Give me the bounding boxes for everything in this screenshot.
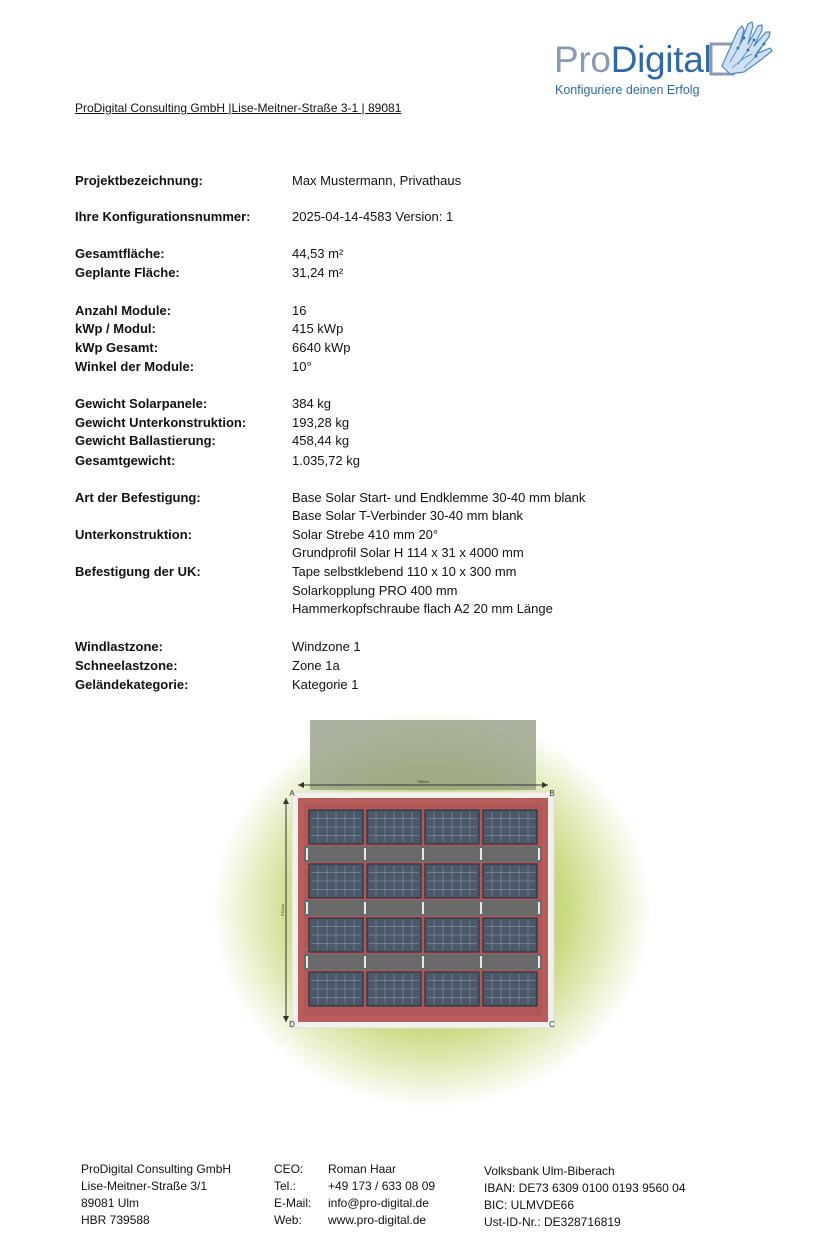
- contact-label: CEO:: [274, 1162, 304, 1176]
- sender-address-line: ProDigital Consulting GmbH |Lise-Meitner-Straße 3-1 | 89081: [75, 101, 402, 115]
- corner-label-c: C: [549, 1020, 555, 1029]
- digital-hand-icon: [708, 18, 774, 80]
- field-label: Gesamtgewicht:: [75, 453, 176, 468]
- roof-layout-plan: [212, 710, 652, 1108]
- field-label: Ihre Konfigurationsnummer:: [75, 209, 251, 224]
- rail-clamp: [306, 956, 308, 968]
- footer-company-register: HBR 739588: [81, 1213, 150, 1227]
- field-value: Kategorie 1: [292, 677, 359, 692]
- footer-bank-iban: IBAN: DE73 6309 0100 0193 9560 04: [484, 1181, 686, 1195]
- rail-clamp: [364, 956, 366, 968]
- field-value: 415 kWp: [292, 321, 344, 336]
- logo-tagline: Konfiguriere deinen Erfolg: [555, 83, 700, 97]
- field-value: 10°: [292, 359, 312, 374]
- corner-label-b: B: [549, 789, 555, 798]
- footer-bank: [484, 1163, 686, 1231]
- rail-clamp: [480, 956, 482, 968]
- rail-clamp: [364, 848, 366, 860]
- contact-value: Roman Haar: [328, 1162, 397, 1176]
- field-value: 44,53 m²: [292, 246, 344, 261]
- field-label: Gesamtfläche:: [75, 246, 165, 261]
- footer-company-name: ProDigital Consulting GmbH: [81, 1162, 232, 1176]
- field-value: 31,24 m²: [292, 265, 344, 280]
- field-value: Grundprofil Solar H 114 x 31 x 4000 mm: [292, 545, 524, 560]
- company-logo: [552, 18, 777, 103]
- field-label: kWp Gesamt:: [75, 340, 159, 355]
- rail-clamp: [306, 902, 308, 914]
- field-value: 193,28 kg: [292, 415, 350, 430]
- corner-label-d: D: [289, 1020, 295, 1029]
- dimension-label-top: 780cm: [416, 779, 430, 784]
- rail-clamp: [480, 848, 482, 860]
- contact-label: E-Mail:: [274, 1196, 312, 1210]
- rail-clamp: [422, 848, 424, 860]
- field-value: Solarkopplung PRO 400 mm: [292, 583, 458, 598]
- logo-wordmark: ProDigital: [554, 39, 712, 80]
- field-value: 2025-04-14-4583 Version: 1: [292, 209, 454, 224]
- field-label: Unterkonstruktion:: [75, 527, 192, 542]
- field-value: 384 kg: [292, 396, 332, 411]
- field-value: Base Solar T-Verbinder 30-40 mm blank: [292, 508, 523, 523]
- field-label: Gewicht Ballastierung:: [75, 433, 216, 448]
- rail-clamp: [538, 848, 540, 860]
- field-value: 1.035,72 kg: [292, 453, 360, 468]
- field-label: kWp / Modul:: [75, 321, 156, 336]
- field-value: 458,44 kg: [292, 433, 350, 448]
- field-label: Gewicht Solarpanele:: [75, 396, 208, 411]
- field-value: Windzone 1: [292, 639, 361, 654]
- field-label: Befestigung der UK:: [75, 564, 201, 579]
- footer-company: [81, 1161, 231, 1229]
- field-value: Tape selbstklebend 110 x 10 x 300 mm: [292, 564, 517, 579]
- field-value: Hammerkopfschraube flach A2 20 mm Länge: [292, 601, 553, 616]
- dimension-label-left: 570cm: [280, 903, 285, 917]
- field-value: Base Solar Start- und Endklemme 30-40 mm blank: [292, 490, 586, 505]
- rail-clamp: [422, 956, 424, 968]
- field-value: 6640 kWp: [292, 340, 351, 355]
- field-label: Projektbezeichnung:: [75, 173, 203, 188]
- field-label: Art der Befestigung:: [75, 490, 201, 505]
- field-value: Max Mustermann, Privathaus: [292, 173, 462, 188]
- field-value: 16: [292, 303, 307, 318]
- corner-label-a: A: [289, 789, 295, 798]
- contact-web-link[interactable]: www.pro-digital.de: [328, 1213, 427, 1227]
- field-label: Gewicht Unterkonstruktion:: [75, 415, 247, 430]
- footer-bank-vat: Ust-ID-Nr.: DE328716819: [484, 1215, 621, 1229]
- field-label: Winkel der Module:: [75, 359, 195, 374]
- rail-clamp: [538, 956, 540, 968]
- rail-clamp: [364, 902, 366, 914]
- field-label: Geplante Fläche:: [75, 265, 180, 280]
- field-label: Schneelastzone:: [75, 658, 178, 673]
- field-label: Geländekategorie:: [75, 677, 189, 692]
- contact-label: Web:: [274, 1213, 302, 1227]
- footer-bank-name: Volksbank Ulm-Biberach: [484, 1164, 615, 1178]
- field-value: Zone 1a: [292, 658, 340, 673]
- field-label: Anzahl Module:: [75, 303, 172, 318]
- rail-clamp: [306, 848, 308, 860]
- footer-bank-bic: BIC: ULMVDE66: [484, 1198, 575, 1212]
- footer-company-city: 89081 Ulm: [81, 1196, 140, 1210]
- rail-clamp: [422, 902, 424, 914]
- field-label: Windlastzone:: [75, 639, 163, 654]
- field-value: Solar Strebe 410 mm 20°: [292, 527, 439, 542]
- contact-email-link[interactable]: info@pro-digital.de: [328, 1196, 429, 1210]
- contact-value: +49 173 / 633 08 09: [328, 1179, 436, 1193]
- rail-clamp: [538, 902, 540, 914]
- rail-clamp: [480, 902, 482, 914]
- footer-company-street: Lise-Meitner-Straße 3/1: [81, 1179, 208, 1193]
- contact-label: Tel.:: [274, 1179, 297, 1193]
